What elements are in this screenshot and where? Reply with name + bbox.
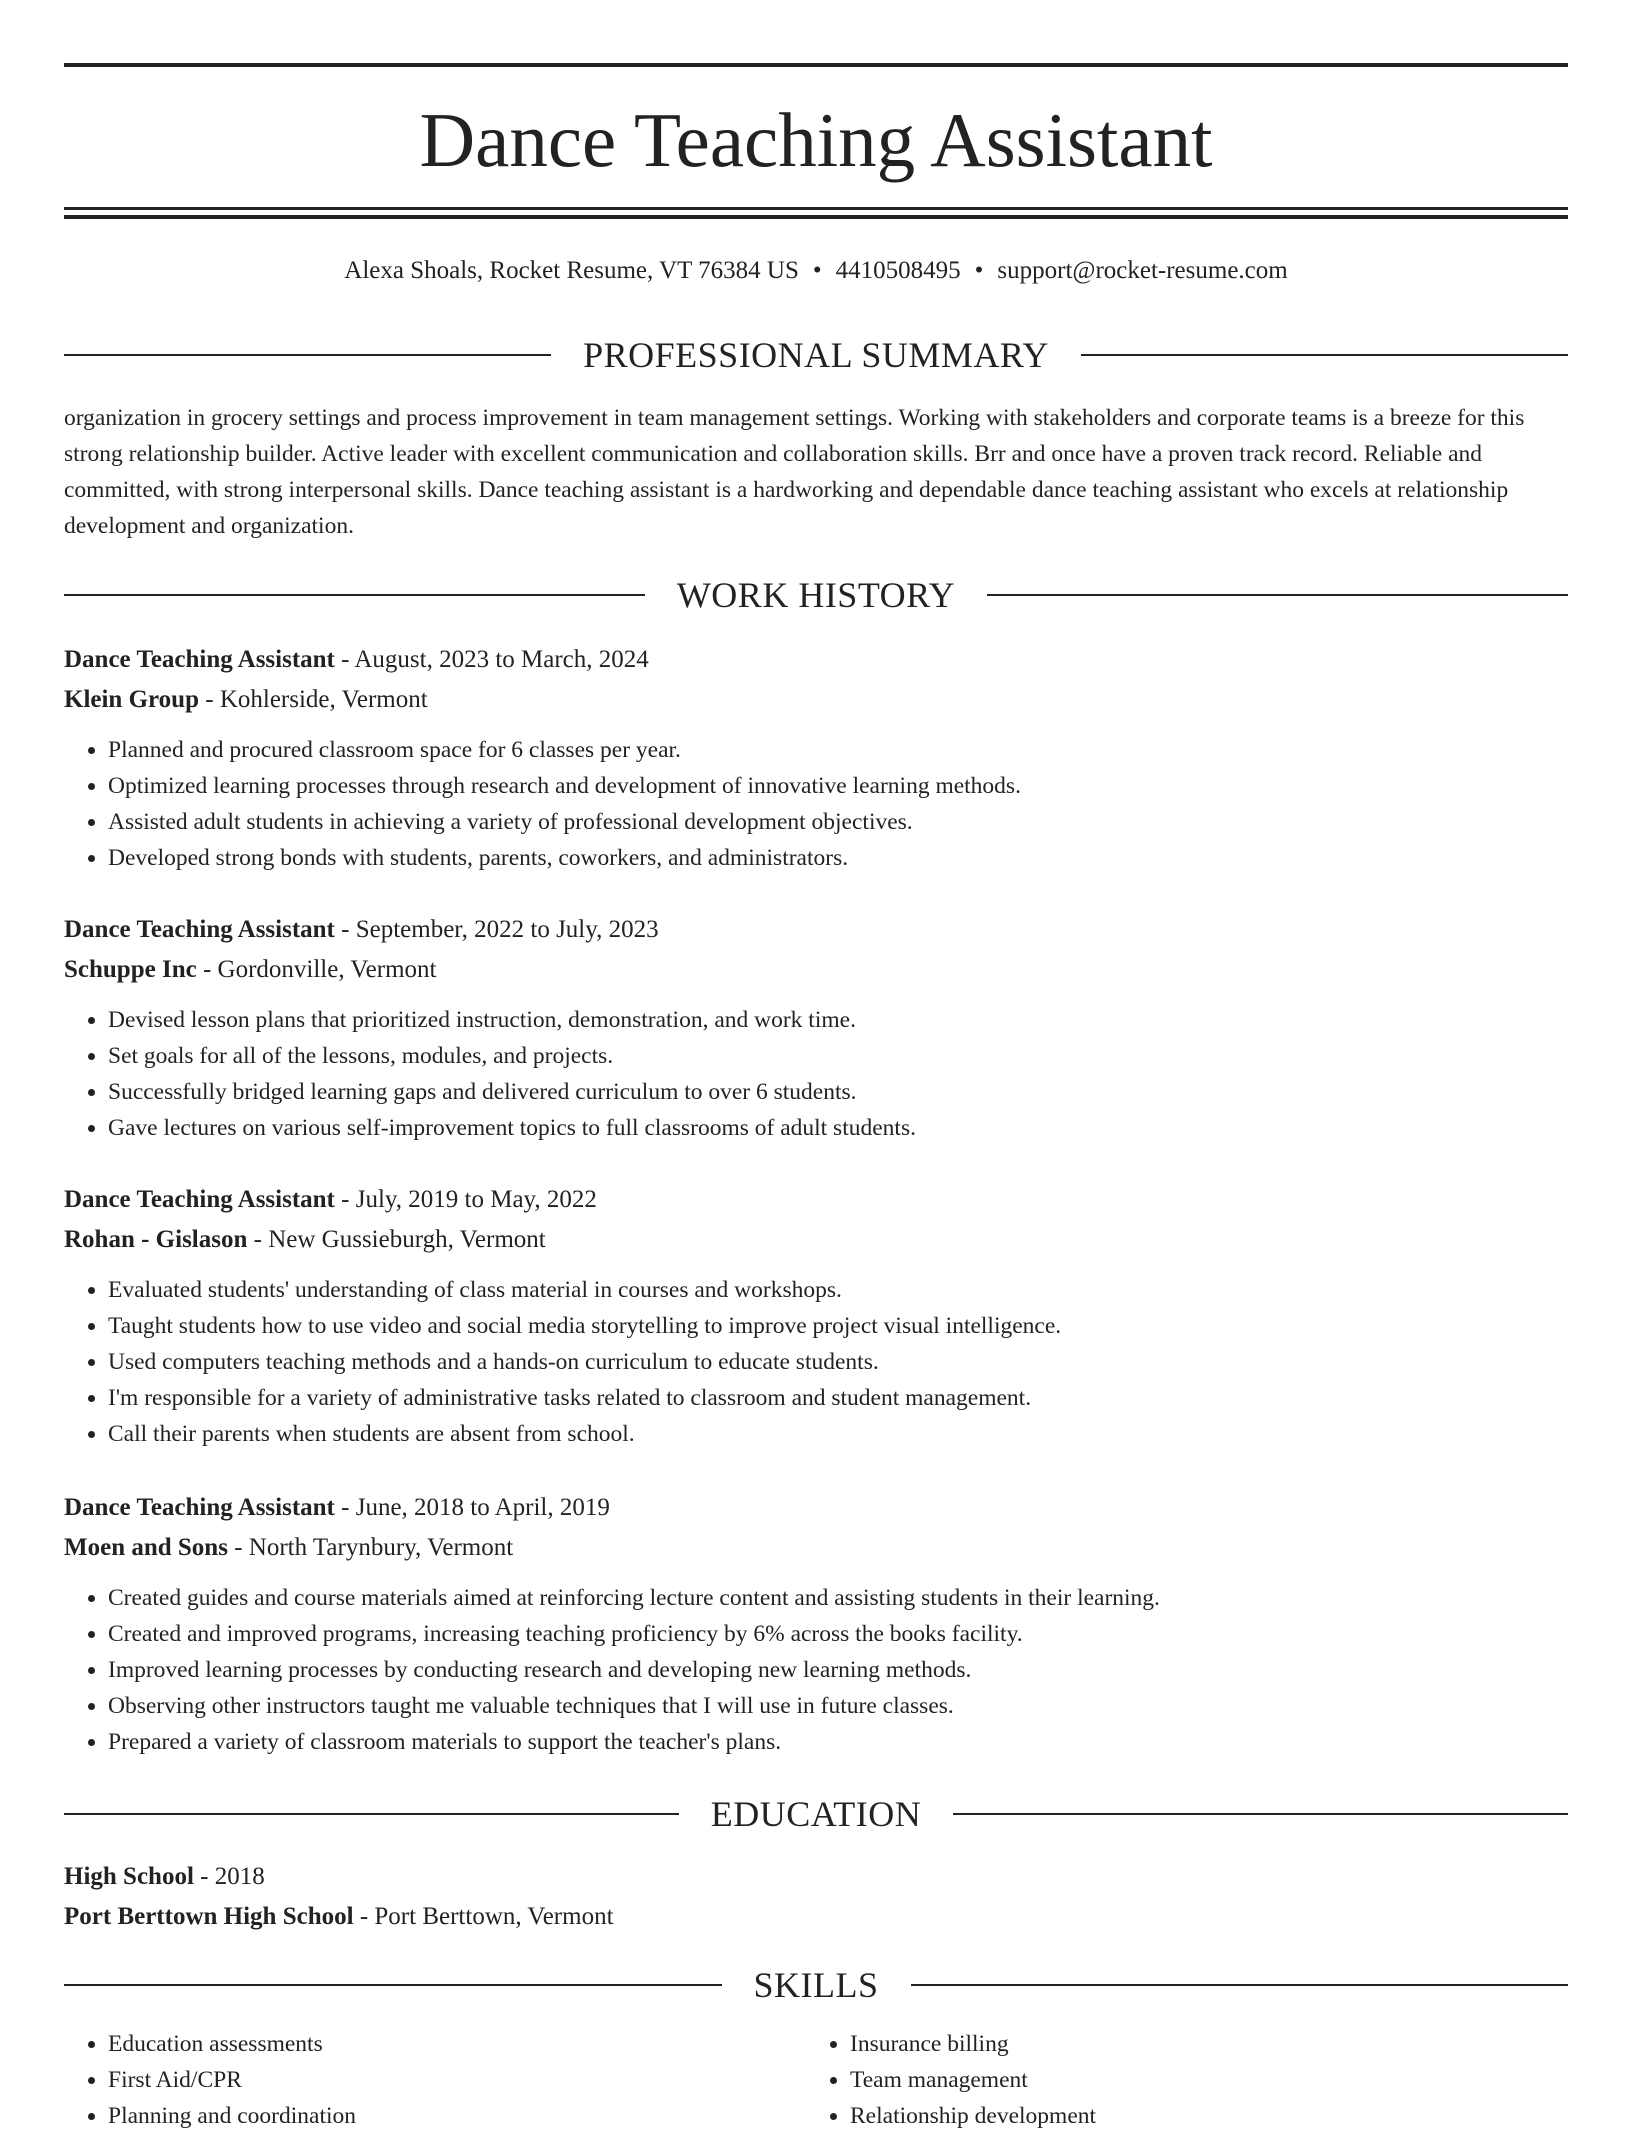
section-rule-left [64,354,551,356]
job-company: Klein Group [64,686,199,713]
job-company-line [64,680,1568,720]
job-company-line [64,950,1568,990]
contact-phone: 4410508495 [835,257,961,284]
job-bullet: • Created and improved programs, increasing teaching proficiency by 6% across the books facility. [108,1616,1568,1652]
job-company-line [64,1220,1568,1260]
job-title: Dance Teaching Assistant [64,1186,335,1213]
section-rule-left [64,1984,722,1986]
education-degree: High School [64,1863,194,1890]
job-bullet: • Optimized learning processes through research and development of innovative learning methods. [108,768,1568,804]
section-rule-left [64,1813,679,1815]
job-title: Dance Teaching Assistant [64,1494,335,1521]
skill-item: • Education assessments [108,2026,806,2062]
job-bullet: • Call their parents when students are absent from school. [108,1416,1568,1452]
job-title-line [64,1488,1568,1528]
job-dates: - July, 2019 to May, 2022 [334,1186,597,1213]
contact-line [64,254,1568,288]
job-bullet: • Evaluated students' understanding of class material in courses and workshops. [108,1272,1568,1308]
job-title-line [64,640,1568,680]
job-bullet: • Developed strong bonds with students, parents, coworkers, and administrators. [108,840,1568,876]
job-title: Dance Teaching Assistant [64,646,335,673]
job-location: - Kohlerside, Vermont [199,686,428,713]
skills-column-left [64,2026,806,2134]
contact-separator: • [812,257,822,284]
section-rule-right [911,1984,1569,1986]
job-location: - North Tarynbury, Vermont [227,1534,514,1561]
contact-address: Alexa Shoals, Rocket Resume, VT 76384 US [344,257,799,284]
job-bullet: • Gave lectures on various self-improvement topics to full classrooms of adult students. [108,1110,1568,1146]
header-top-rule [64,63,1568,67]
skill-item: • Insurance billing [850,2026,1548,2062]
job-title-line [64,910,1568,950]
section-header-skills [64,1963,1568,2007]
section-header-education [64,1792,1568,1836]
skills-list [64,2026,1568,2134]
section-title: SKILLS [753,1965,879,2005]
job-bullet: • Successfully bridged learning gaps and delivered curriculum to over 6 students. [108,1074,1568,1110]
job-entry [64,1180,1568,1452]
education-school-line [64,1897,1568,1937]
section-rule-right [953,1813,1568,1815]
header-double-rule-lower [64,215,1568,219]
job-title: Dance Teaching Assistant [64,916,335,943]
job-bullet: • Created guides and course materials aimed at reinforcing lecture content and assisting students in their learning. [108,1580,1568,1616]
education-entry [64,1857,1568,1937]
job-bullet: • Assisted adult students in achieving a variety of professional development objectives. [108,804,1568,840]
job-bullet: • Observing other instructors taught me valuable techniques that I will use in future classes. [108,1688,1568,1724]
job-bullet: • Used computers teaching methods and a hands-on curriculum to educate students. [108,1344,1568,1380]
job-bullet: • Taught students how to use video and social media storytelling to improve project visual intelligence. [108,1308,1568,1344]
job-bullet: • Devised lesson plans that prioritized instruction, demonstration, and work time. [108,1002,1568,1038]
section-title: WORK HISTORY [676,575,956,615]
job-bullet: • Planned and procured classroom space for 6 classes per year. [108,732,1568,768]
job-location: - New Gussieburgh, Vermont [247,1226,546,1253]
job-dates: - August, 2023 to March, 2024 [334,646,649,673]
education-year: - 2018 [193,1863,265,1890]
job-bullets [64,732,1568,876]
job-bullet: • I'm responsible for a variety of administrative tasks related to classroom and student management. [108,1380,1568,1416]
skill-item: • Team management [850,2062,1548,2098]
job-bullets [64,1580,1568,1760]
job-bullets [64,1272,1568,1452]
section-header-work-history [64,573,1568,617]
job-bullet: • Set goals for all of the lessons, modules, and projects. [108,1038,1568,1074]
job-company: Moen and Sons [64,1534,228,1561]
job-dates: - September, 2022 to July, 2023 [334,916,659,943]
section-title: EDUCATION [710,1794,922,1834]
education-location: - Port Berttown, Vermont [353,1903,614,1930]
skill-item: • Planning and coordination [108,2098,806,2134]
job-company: Schuppe Inc [64,956,197,983]
job-title-line [64,1180,1568,1220]
section-rule-right [987,594,1568,596]
contact-email: support@rocket-resume.com [997,257,1288,284]
skill-item: • Relationship development [850,2098,1548,2134]
job-company: Rohan - Gislason [64,1226,248,1253]
education-school: Port Berttown High School [64,1903,354,1930]
skill-item: • First Aid/CPR [108,2062,806,2098]
job-entry [64,910,1568,1146]
job-entry [64,1488,1568,1760]
education-degree-line [64,1857,1568,1897]
section-rule-left [64,594,645,596]
job-entry [64,640,1568,876]
job-bullet: • Prepared a variety of classroom materials to support the teacher's plans. [108,1724,1568,1760]
section-header-summary [64,333,1568,377]
job-bullet: • Improved learning processes by conducting research and developing new learning methods. [108,1652,1568,1688]
job-company-line [64,1528,1568,1568]
contact-separator: • [974,257,984,284]
resume-title: Dance Teaching Assistant [419,97,1213,183]
section-title: PROFESSIONAL SUMMARY [583,335,1049,375]
section-rule-right [1081,354,1568,356]
job-location: - Gordonville, Vermont [196,956,437,983]
header-double-rule-upper [64,207,1568,210]
skills-column-right [806,2026,1548,2134]
job-bullets [64,1002,1568,1146]
professional-summary-text: organization in grocery settings and process improvement in team management settings. Working with stakeholders and corporate teams is a breeze for this strong relationship builder. Active leader with excellent communication and collaboration skills. Brr and once have a proven track record. Reliable and committed, with strong interpersonal skills. Dance teaching assistant is a hardworking and dependable dance teaching assistant who excels at relationship development and organization. [64,405,1525,539]
job-dates: - June, 2018 to April, 2019 [334,1494,610,1521]
